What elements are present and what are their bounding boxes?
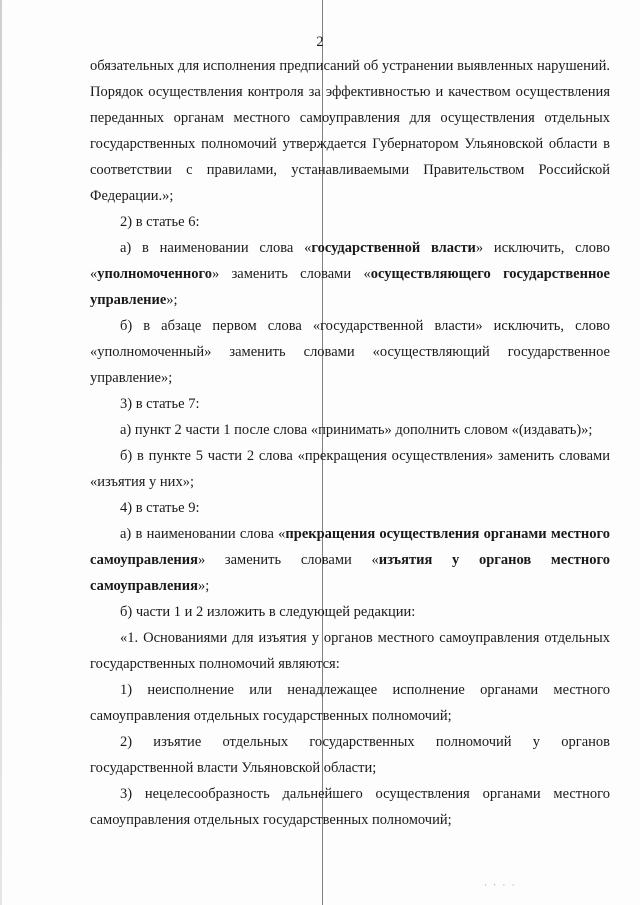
text-run: б) в пункте 5 части 2 слова «прекращения осуществления» заменить словами «изъятия у них»; xyxy=(90,448,610,490)
paragraph xyxy=(90,599,610,625)
paragraph xyxy=(90,495,610,521)
text-run: б) в абзаце первом слова «государственной власти» исключить, слово «уполномоченный» заменить словами «осуществляющий государственное управление»; xyxy=(90,318,610,386)
text-run: »; xyxy=(166,292,178,308)
paragraph xyxy=(90,781,610,833)
text-run: 1) неисполнение или ненадлежащее исполнение органами местного самоуправления отдельных государственных полномочий; xyxy=(90,682,610,724)
paragraph xyxy=(90,53,610,209)
bold-text-run: осуществляющего государственное управление xyxy=(90,266,610,308)
bold-text-run: уполномоченного xyxy=(97,266,212,282)
text-run: » заменить словами « xyxy=(197,552,379,568)
paragraph xyxy=(90,235,610,313)
text-run: б) части 1 и 2 изложить в следующей редакции: xyxy=(120,604,416,620)
document-body xyxy=(90,53,610,833)
text-run: » заменить словами « xyxy=(211,266,371,282)
paragraph xyxy=(90,521,610,599)
bold-text-run: прекращения осуществления органами местного самоуправления xyxy=(90,526,610,568)
paragraph xyxy=(90,391,610,417)
text-run: » исключить, слово « xyxy=(90,240,610,282)
text-run: 2) изъятие отдельных государственных полномочий у органов государственной власти Ульяновской области; xyxy=(90,734,610,776)
paragraph xyxy=(90,313,610,391)
paragraph xyxy=(90,443,610,495)
text-run: а) в наименовании слова « xyxy=(120,526,286,542)
text-run: 3) нецелесообразность дальнейшего осуществления органами местного самоуправления отдельных государственных полномочий; xyxy=(90,786,610,828)
scan-artifact: · ‧ · · xyxy=(484,880,517,890)
text-run: а) пункт 2 части 1 после слова «принимать» дополнить словом «(издавать)»; xyxy=(120,422,593,438)
scan-edge xyxy=(0,0,2,905)
paragraph xyxy=(90,625,610,677)
bold-text-run: изъятия у органов местного самоуправления xyxy=(90,552,610,594)
paragraph xyxy=(90,677,610,729)
text-run: »; xyxy=(197,578,210,594)
text-run: а) в наименовании слова « xyxy=(120,240,312,256)
text-run: обязательных для исполнения предписаний об устранении выявленных нарушений. Порядок осуществления контроля за эффективностью и качеством осуществления переданных органам местного самоуправления для осуществления отдельных государственных полномочий утверждается Губернатором Ульяновской области в соответствии с правилами, устанавливаемыми Правительством Российской Федерации.»; xyxy=(90,58,610,204)
paragraph xyxy=(90,729,610,781)
text-run: «1. Основаниями для изъятия у органов местного самоуправления отдельных государственных полномочий являются: xyxy=(90,630,610,672)
page-number: 2 xyxy=(316,34,324,50)
paragraph xyxy=(90,417,610,443)
paragraph xyxy=(90,209,610,235)
bold-text-run: государственной власти xyxy=(311,240,476,256)
text-run: 3) в статье 7: xyxy=(120,396,200,412)
text-run: 2) в статье 6: xyxy=(120,214,200,230)
text-run: 4) в статье 9: xyxy=(120,500,200,516)
